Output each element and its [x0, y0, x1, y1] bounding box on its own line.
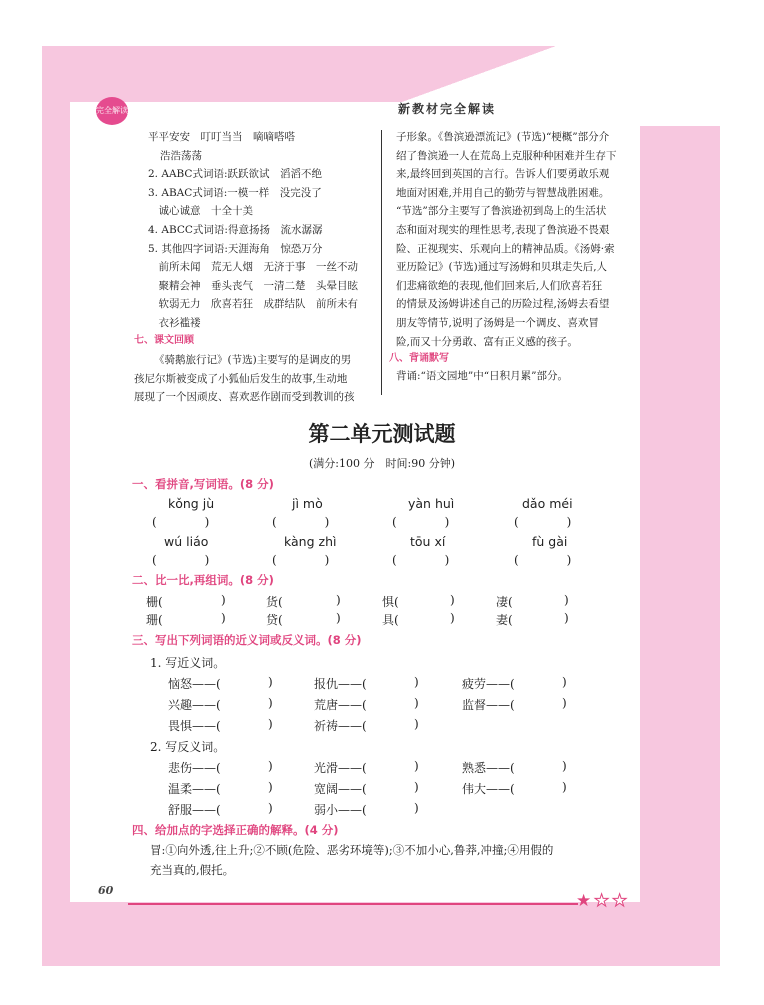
text-line: 浩浩荡荡 — [160, 149, 202, 162]
text-line: 5. 其他四字词语:天涯海角 惊恐万分 — [148, 242, 323, 255]
pinyin: kàng zhì — [284, 534, 337, 549]
word-item: 悲伤——( — [168, 761, 221, 775]
answer-close[interactable]: ) — [562, 759, 567, 773]
word-pair-top — [266, 593, 283, 610]
pinyin: dǎo méi — [522, 496, 573, 511]
star-icon: ★ — [576, 891, 592, 911]
text-line: 《骑鹅旅行记》(节选)主要写的是调皮的男 — [154, 354, 352, 366]
text-line: 来,最终回到英国的言行。告诉人们要勇敢乐观 — [396, 168, 610, 181]
answer-blank[interactable]: ( ) — [272, 553, 330, 567]
section8-heading: 八、背诵默写 — [389, 353, 449, 364]
text-line: 态和面对现实的理性思考,表现了鲁滨逊不畏艰 — [396, 223, 610, 236]
word-item: 恼怒——( — [168, 677, 221, 691]
pinyin: yàn huì — [408, 496, 455, 511]
section8-body — [396, 367, 568, 386]
text-line: 们悲痛欲绝的表现,他们回来后,人们欣喜若狂 — [396, 279, 603, 292]
text-line: 软弱无力 欣喜若狂 成群结队 前所未有 — [148, 298, 358, 311]
word-pair-bottom — [146, 611, 163, 628]
answer-close[interactable]: ) — [564, 611, 569, 625]
answer-close[interactable]: ) — [268, 759, 273, 773]
answer-close[interactable]: ) — [268, 801, 273, 815]
page-number: 60 — [98, 884, 114, 897]
word-item: 畏惧——( — [168, 719, 221, 733]
answer-blank[interactable]: ( ) — [514, 515, 572, 529]
answer-close[interactable]: ) — [414, 801, 419, 815]
word-item: 宽阔——( — [314, 782, 367, 796]
unit-title: 第二单元测试题 — [308, 422, 456, 446]
antonym-subtitle: 2. 写反义词。 — [150, 740, 226, 754]
answer-close[interactable]: ) — [336, 611, 341, 625]
answer-close[interactable]: ) — [414, 675, 419, 689]
text-line: 聚精会神 垂头丧气 一清二楚 头晕目眩 — [148, 279, 358, 292]
word-pair-bottom — [496, 611, 513, 628]
footer-line — [128, 903, 578, 905]
pair-char: 贷( — [266, 613, 283, 627]
pinyin: jì mò — [292, 496, 323, 511]
word-item: 报仇——( — [314, 677, 367, 691]
pair-char: 珊( — [146, 613, 163, 627]
top-left-column — [148, 128, 378, 333]
answer-close[interactable]: ) — [562, 780, 567, 794]
word-item: 疲劳——( — [462, 677, 515, 691]
pair-char: 栅( — [146, 595, 163, 609]
word-item: 荒唐——( — [314, 698, 367, 712]
text-line: 前所未闻 荒无人烟 无济于事 一丝不动 — [148, 261, 358, 274]
pair-char: 惧( — [382, 595, 399, 609]
word-pair-top — [382, 593, 399, 610]
unit-subtitle: (满分:100 分 时间:90 分钟) — [309, 457, 455, 470]
answer-close[interactable]: ) — [268, 780, 273, 794]
text-line: 诚心诚意 十全十美 — [148, 205, 253, 218]
section7-heading: 七、课文回顾 — [134, 335, 194, 346]
answer-close[interactable]: ) — [562, 675, 567, 689]
pair-char: 妻( — [496, 613, 513, 627]
answer-blank[interactable]: ( ) — [392, 515, 450, 529]
section7-body — [134, 351, 378, 407]
answer-close[interactable]: ) — [414, 717, 419, 731]
pair-char: 货( — [266, 595, 283, 609]
word-pair-top — [146, 593, 163, 610]
text-line: 险,而又十分勇敢、富有正义感的孩子。 — [396, 335, 578, 348]
pinyin: wú liáo — [164, 534, 209, 549]
answer-close[interactable]: ) — [450, 593, 455, 607]
pair-char: 具( — [382, 613, 399, 627]
text-line: 3. ABAC式词语:一模一样 没完没了 — [148, 186, 322, 199]
word-pair-top — [496, 593, 513, 610]
answer-close[interactable]: ) — [268, 696, 273, 710]
text-line: 平平安安 叮叮当当 嘀嘀嗒嗒 — [148, 131, 295, 143]
answer-close[interactable]: ) — [268, 717, 273, 731]
question2-title: 二、比一比,再组词。(8 分) — [132, 573, 274, 587]
answer-blank[interactable]: ( ) — [392, 553, 450, 567]
text-line: 地面对困难,并用自己的勤劳与智慧战胜困难。 — [396, 186, 610, 199]
word-item: 舒服——( — [168, 803, 221, 817]
answer-close[interactable]: ) — [336, 593, 341, 607]
answer-close[interactable]: ) — [564, 593, 569, 607]
answer-close[interactable]: ) — [414, 780, 419, 794]
word-item: 监督——( — [462, 698, 515, 712]
answer-blank[interactable]: ( ) — [152, 515, 210, 529]
book-logo: 完全解读 — [96, 97, 128, 125]
header-title: 新教材完全解读 — [398, 102, 497, 116]
text-line: 孩尼尔斯被变成了小狐仙后发生的故事,生动地 — [134, 372, 348, 385]
top-right-column — [396, 128, 640, 351]
word-item: 熟悉——( — [462, 761, 515, 775]
section8-title-wrap — [389, 350, 449, 369]
text-line: 背诵:“语文园地”中“日积月累”部分。 — [396, 370, 569, 382]
pinyin: kǒng jù — [168, 496, 215, 511]
answer-blank[interactable]: ( ) — [272, 515, 330, 529]
answer-close[interactable]: ) — [414, 759, 419, 773]
word-item: 弱小——( — [314, 803, 367, 817]
text-line: 子形象。《鲁滨逊漂流记》(节选)“梗概”部分介 — [396, 131, 610, 143]
answer-close[interactable]: ) — [221, 611, 226, 625]
text-line: “节选”部分主要写了鲁滨逊初到岛上的生活状 — [396, 205, 607, 218]
word-pair-bottom — [266, 611, 283, 628]
text-line: 亚历险记》(节选)通过写汤姆和贝琪走失后,人 — [396, 261, 608, 274]
question3-title: 三、写出下列词语的近义词或反义词。(8 分) — [132, 633, 362, 647]
answer-close[interactable]: ) — [221, 593, 226, 607]
pinyin: fù gài — [532, 534, 568, 549]
text-line: 险、正视现实、乐观向上的精神品质。《汤姆·索 — [396, 242, 615, 255]
word-pair-bottom — [382, 611, 399, 628]
word-item: 光滑——( — [314, 761, 367, 775]
synonym-subtitle: 1. 写近义词。 — [150, 656, 226, 670]
word-item: 伟大——( — [462, 782, 515, 796]
star-outline-icon: ★ — [612, 891, 628, 911]
text-line: 2. AABC式词语:跃跃欲试 滔滔不绝 — [148, 168, 323, 181]
answer-blank[interactable]: ( ) — [514, 553, 572, 567]
question4-title: 四、给加点的字选择正确的解释。(4 分) — [132, 823, 339, 837]
text-line: 的情景及汤姆讲述自己的历险过程,汤姆去看望 — [396, 298, 610, 311]
column-divider — [381, 130, 382, 395]
pinyin: tōu xí — [410, 534, 446, 549]
answer-close[interactable]: ) — [450, 611, 455, 625]
answer-close[interactable]: ) — [562, 696, 567, 710]
answer-close[interactable]: ) — [414, 696, 419, 710]
text-line: 朋友等情节,说明了汤姆是一个调皮、喜欢冒 — [396, 316, 599, 329]
text-line: 绍了鲁滨逊一人在荒岛上克服种种困难并生存下 — [396, 149, 617, 162]
answer-close[interactable]: ) — [268, 675, 273, 689]
word-item: 祈祷——( — [314, 719, 367, 733]
text-line: 展现了一个因顽皮、喜欢恶作剧而受到教训的孩 — [134, 391, 355, 404]
answer-blank[interactable]: ( ) — [152, 553, 210, 567]
text-line: 衣衫褴褛 — [148, 316, 201, 329]
word-item: 温柔——( — [168, 782, 221, 796]
definition-line: 冒:①向外透,往上升;②不顾(危险、恶劣环境等);③不加小心,鲁莽,冲撞;④用假的 — [150, 843, 554, 857]
section7-title — [134, 332, 194, 351]
word-item: 兴趣——( — [168, 698, 221, 712]
text-line: 4. ABCC式词语:得意扬扬 流水潺潺 — [148, 223, 323, 236]
question1-title: 一、看拼音,写词语。(8 分) — [132, 477, 274, 491]
pair-char: 凄( — [496, 595, 513, 609]
star-outline-icon: ★ — [594, 891, 610, 911]
definition-line: 充当真的,假托。 — [150, 863, 235, 877]
